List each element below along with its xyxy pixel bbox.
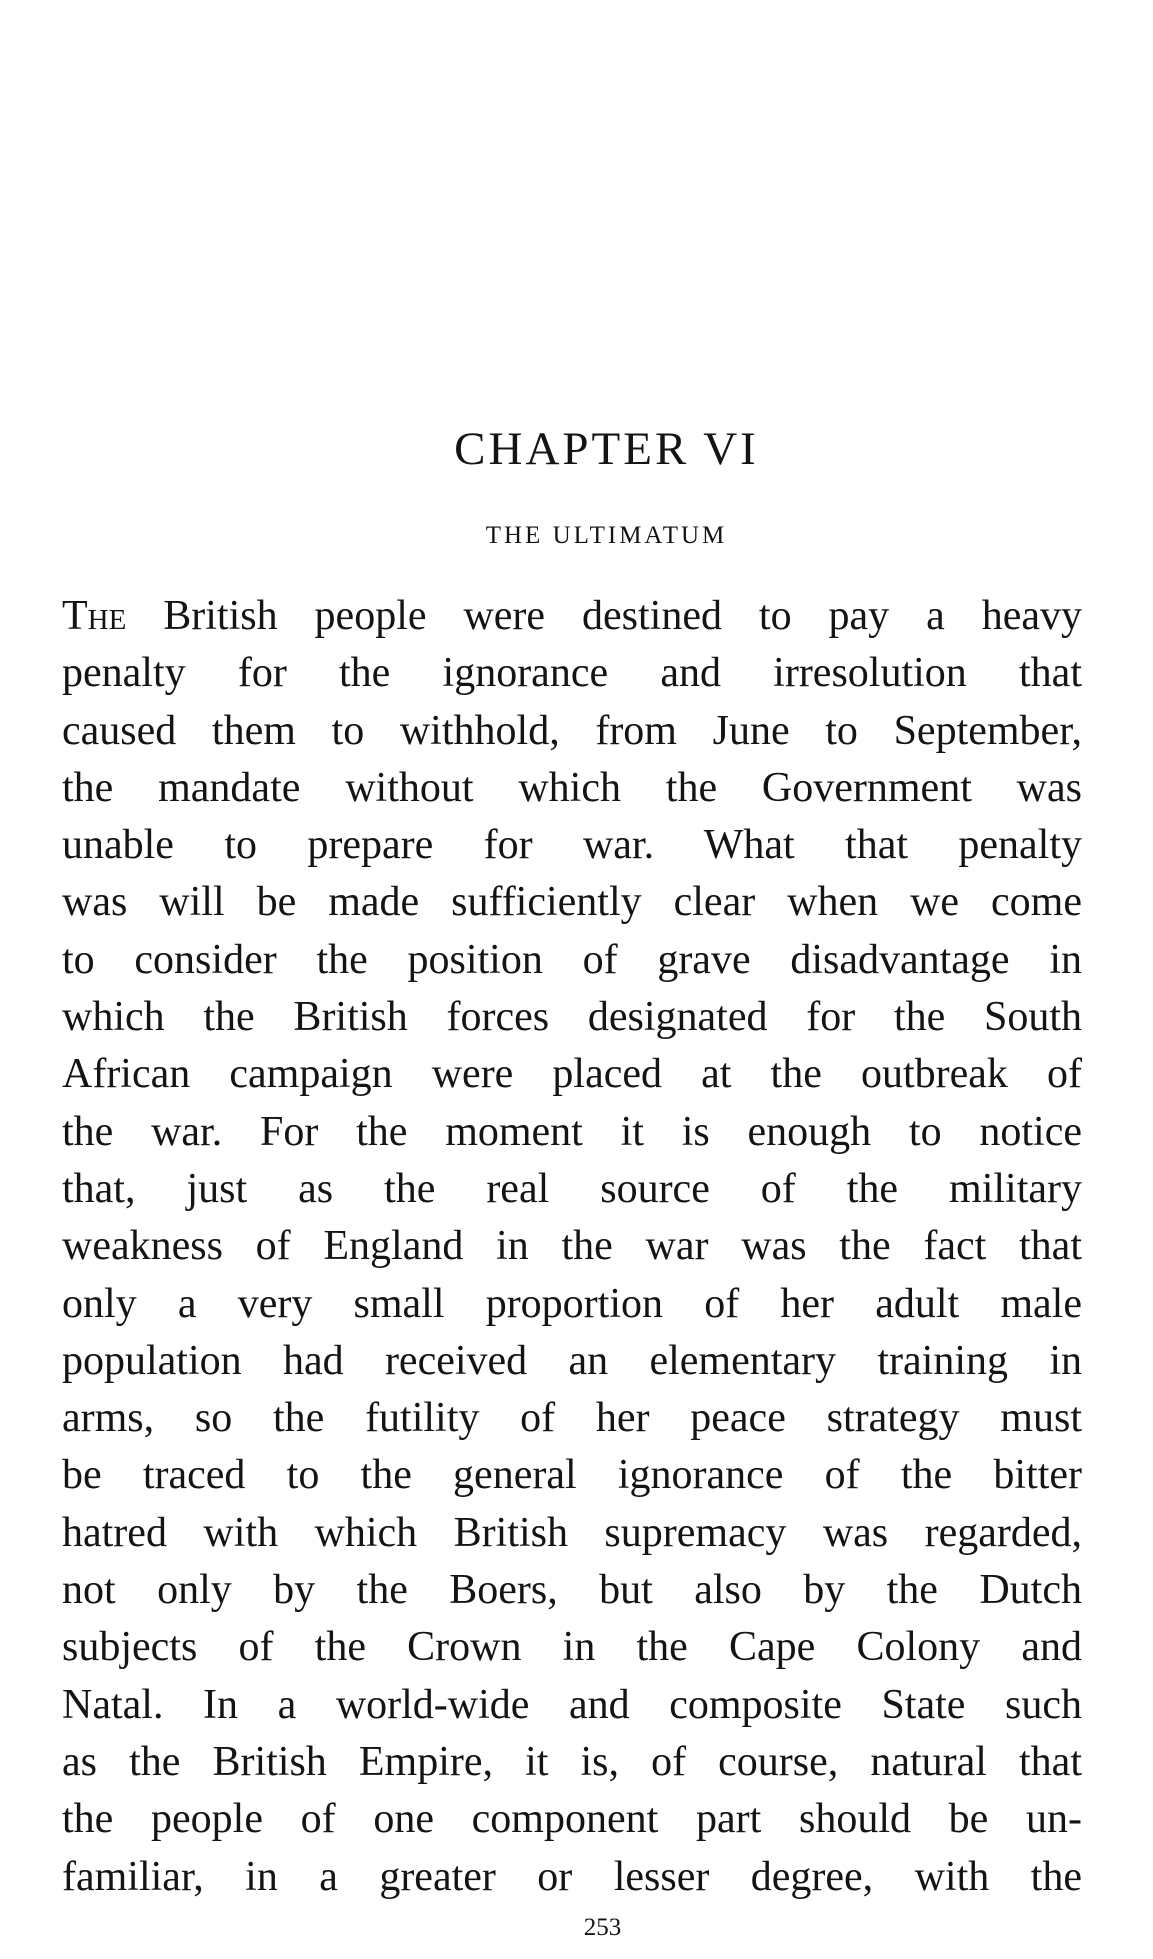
chapter-heading: CHAPTER VI	[454, 423, 759, 475]
paragraph-line: subjects of the Crown in the Cape Colony and	[62, 1624, 1082, 1671]
paragraph-line: the war. For the moment it is enough to notice	[62, 1108, 1082, 1155]
paragraph-line: arms, so the futility of her peace strategy must	[62, 1395, 1082, 1442]
paragraph-line: only a very small proportion of her adult male	[62, 1280, 1082, 1327]
paragraph-line: the mandate without which the Government was	[62, 764, 1082, 811]
paragraph-line: familiar, in a greater or lesser degree, with the	[62, 1853, 1082, 1900]
paragraph-line: not only by the Boers, but also by the Dutch	[62, 1567, 1082, 1614]
chapter-subtitle: THE ULTIMATUM	[485, 522, 728, 549]
paragraph-line	[62, 588, 1082, 645]
paragraph-line: penalty for the ignorance and irresolution that	[62, 650, 1082, 697]
paragraph-line: the people of one component part should be un-	[62, 1796, 1082, 1843]
paragraph-line-text: British people were destined to pay a heavy	[126, 593, 1082, 639]
paragraph-line: that, just as the real source of the military	[62, 1165, 1082, 1212]
paragraph-line: weakness of England in the war was the fact that	[62, 1223, 1082, 1270]
paragraph-line: as the British Empire, it is, of course, natural that	[62, 1738, 1082, 1785]
opening-word: The	[62, 593, 127, 639]
paragraph-line: be traced to the general ignorance of the bitter	[62, 1452, 1082, 1499]
paragraph-line: Natal. In a world-wide and composite State such	[62, 1681, 1082, 1728]
paragraph-line: African campaign were placed at the outbreak of	[62, 1051, 1082, 1098]
paragraph-line: was will be made sufficiently clear when we come	[62, 879, 1082, 926]
paragraph-line: hatred with which British supremacy was regarded,	[62, 1509, 1082, 1556]
paragraph-line: which the British forces designated for the South	[62, 994, 1082, 1041]
body-paragraph	[62, 588, 1082, 1906]
paragraph-line: caused them to withhold, from June to September,	[62, 707, 1082, 754]
paragraph-line: population had received an elementary training in	[62, 1337, 1082, 1384]
paragraph-line: unable to prepare for war. What that penalty	[62, 822, 1082, 869]
page-number: 253	[583, 1914, 622, 1941]
paragraph-line: to consider the position of grave disadvantage in	[62, 936, 1082, 983]
